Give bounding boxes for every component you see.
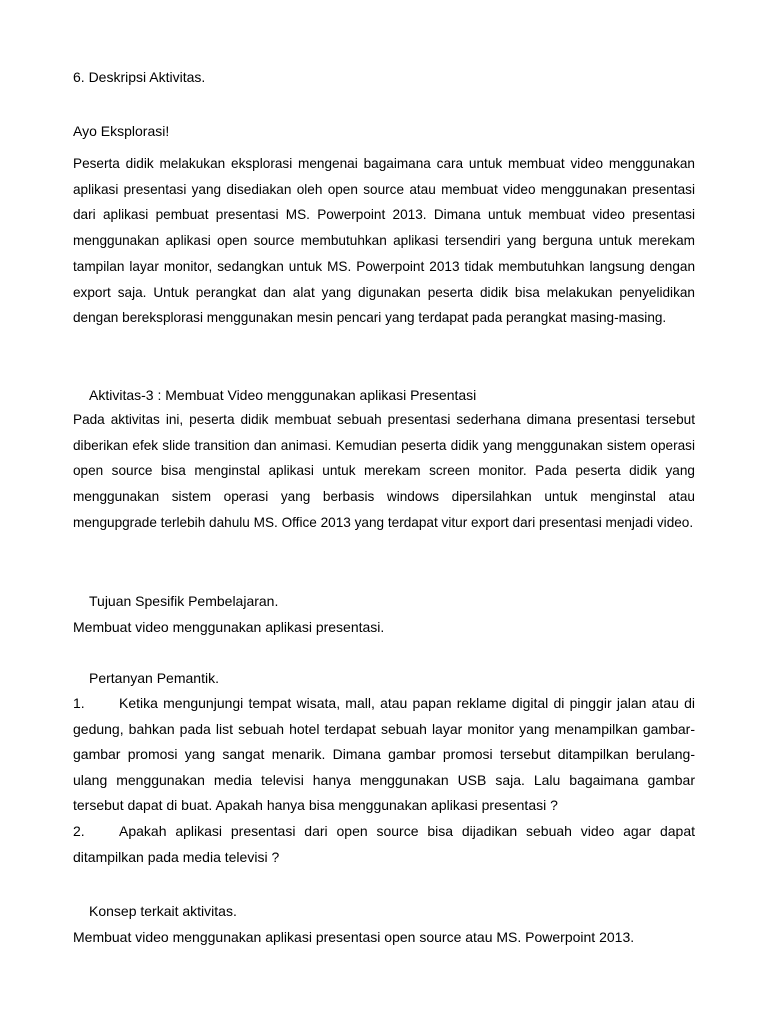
section-heading: 6. Deskripsi Aktivitas. xyxy=(73,69,206,85)
concept-heading: Konsep terkait aktivitas. xyxy=(89,903,237,919)
explore-paragraph: Peserta didik melakukan eksplorasi mengenai bagaimana cara untuk membuat video menggunakan aplikasi presentasi yang disediakan oleh open source atau membuat video menggunakan presentasi dari aplikasi pembuat presentasi MS. Powerpoint 2013. Dimana untuk membuat video presentasi menggunakan aplikasi open source membutuhkan aplikasi tersendiri yang berguna untuk merekam tampilan layar monitor, sedangkan untuk MS. Powerpoint 2013 tidak membutuhkan langsung dengan export saja. Untuk perangkat dan alat yang digunakan peserta didik bisa melakukan penyelidikan dengan bereksplorasi menggunakan mesin pencari yang terdapat pada perangkat masing-masing. xyxy=(73,156,695,326)
question-text: Ketika mengunjungi tempat wisata, mall, atau papan reklame digital di pinggir jalan atau di gedung, bahkan pada list sebuah hotel terdapat sebuah layar monitor yang menampilkan gambar-gambar promosi yang sangat menarik. Dimana gambar promosi tersebut ditampilkan berulang-ulang menggunakan media televisi hanya menggunakan USB saja. Lalu bagaimana gambar tersebut dapat di buat. Apakah hanya bisa menggunakan aplikasi presentasi ? xyxy=(73,695,695,813)
question-number: 2. xyxy=(73,823,85,839)
activity-heading: Aktivitas-3 : Membuat Video menggunakan aplikasi Presentasi xyxy=(89,387,477,403)
question-item xyxy=(73,819,695,870)
objective-text: Membuat video menggunakan aplikasi presentasi. xyxy=(73,619,385,635)
explore-heading: Ayo Eksplorasi! xyxy=(73,123,170,139)
questions-heading: Pertanyan Pemantik. xyxy=(89,670,219,686)
question-item xyxy=(73,691,695,819)
activity-paragraph: Pada aktivitas ini, peserta didik membuat sebuah presentasi sederhana dimana presentasi tersebut diberikan efek slide transition dan animasi. Kemudian peserta didik yang menggunakan sistem operasi open source bisa menginstal aplikasi untuk merekam screen monitor. Pada peserta didik yang menggunakan sistem operasi yang berbasis windows dipersilahkan untuk menginstal atau mengupgrade terlebih dahulu MS. Office 2013 yang terdapat vitur export dari presentasi menjadi video. xyxy=(73,412,695,530)
concept-text: Membuat video menggunakan aplikasi presentasi open source atau MS. Powerpoint 2013. xyxy=(73,929,635,945)
objective-heading: Tujuan Spesifik Pembelajaran. xyxy=(89,593,279,609)
question-number: 1. xyxy=(73,695,85,711)
question-text: Apakah aplikasi presentasi dari open source bisa dijadikan sebuah video agar dapat ditampilkan pada media televisi ? xyxy=(73,823,695,865)
